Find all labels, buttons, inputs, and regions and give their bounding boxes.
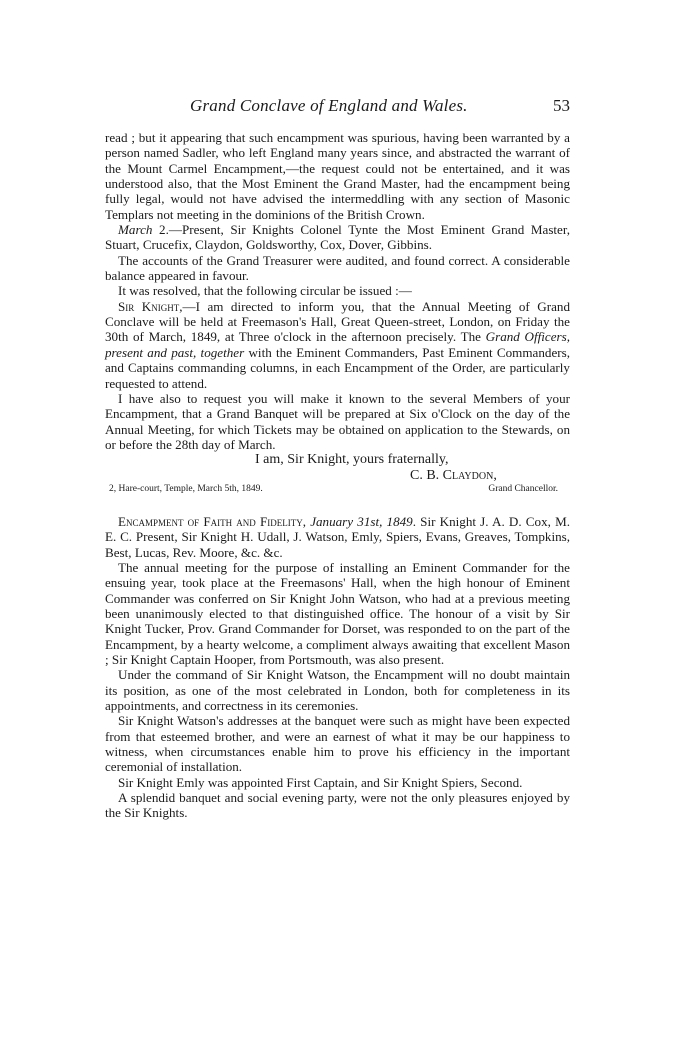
march-meeting-text: 2.—Present, Sir Knights Colonel Tynte the Most Eminent Grand Master, Stuart, Crucefix, Claydon, Goldsworthy, Cox, Dover, Gibbins. (105, 222, 570, 253)
paragraph-banquet: A splendid banquet and social evening party, were not the only pleasures enjoyed by the Sir Knights. (105, 790, 570, 821)
paragraph-march-meeting (105, 222, 570, 253)
circular-end-text: , in each Encampment of the Order, are particularly requested to attend. (105, 360, 570, 391)
paragraph-circular (105, 299, 570, 391)
signature-closing: I am, Sir Knight, yours fraternally, (255, 452, 449, 468)
paragraph-addresses: Sir Knight Watson's addresses at the banquet were such as might have been expected from that esteemed brother, and were an earnest of what it may be our happiness to witness, when circumstances enable him to prove his efficiency in the important ceremonial of installation. (105, 713, 570, 775)
encampment-attendance: . Sir Knight J. A. D. Cox, M. E. C. Present, Sir Knight H. Udall, J. Watson, Emly, Spiers, Evans, Greaves, Tompkins, Best, Lucas, Rev. Moore, &c. &c. (105, 513, 570, 560)
paragraph-annual-meeting: The annual meeting for the purpose of installing an Eminent Commander for the ensuing year, took place at the Freemasons' Hall, when the high honour of Eminent Commander was conferred on Sir Knight John Watson, who had at a previous meeting been unanimously elected to that distinguished office. The honour of a visit by Sir Knight Tucker, Prov. Grand Commander for Dorset, was responded to on the part of the Encampment, by a hearty welcome, a compliment always awaiting that excellent Mason ; Sir Knight Captain Hooper, from Portsmouth, was also present. (105, 559, 570, 667)
paragraph-accounts: The accounts of the Grand Treasurer were audited, and found correct. A considerable balance appeared in favour. (105, 252, 570, 284)
signature-office: Grand Chancellor. (488, 483, 558, 494)
running-header (105, 96, 570, 120)
encampment-name: Encampment of Faith and Fidelity, (118, 513, 307, 529)
circular-text: —I am directed to inform you, that the Annual Meeting of Grand Conclave will be held at Freemason's Hall, Great Queen-street, London, on Friday the 30th of March, 1849, at Three o'clock in the afternoon precisely. The (105, 298, 570, 345)
paragraph-resolution: It was resolved, that the following circular be issued :— (118, 283, 412, 299)
paragraph-command: Under the command of Sir Knight Watson, the Encampment will no doubt maintain its position, as one of the most celebrated in London, both for completeness in its appointments, and correctness in its ceremonies. (105, 667, 570, 714)
paragraph-spurious-encampment: read ; but it appearing that such encampment was spurious, having been warranted by a person named Sadler, who left England many years since, and abstracted the warrant of the Mount Carmel Encampment,—the request could not be entertained, and it was understood also, that the Most Eminent the Grand Master, had the encampment being fully legal, would not have advised the intermeddling with any section of Masonic Templars not meeting in the dominions of the British Crown. (105, 130, 570, 222)
page-number: 53 (553, 96, 570, 115)
circular-mid-text: with the Eminent Commanders, Past Eminent Commanders, and Captains commanding columns (105, 344, 571, 376)
signature-meta (105, 483, 570, 495)
paragraph-appointments: Sir Knight Emly was appointed First Captain, and Sir Knight Spiers, Second. (118, 774, 523, 790)
salutation: Sir Knight, (118, 298, 183, 314)
running-title: Grand Conclave of England and Wales. (190, 96, 468, 115)
signature-name: C. B. Claydon, (410, 467, 497, 483)
march-date-label: March (118, 222, 153, 238)
section-gap (105, 495, 570, 514)
encampment-date: January 31st, 1849 (310, 513, 413, 529)
body-text (105, 130, 570, 821)
paragraph-banquet-notice: I have also to request you will make it known to the several Members of your Encampment, that a Grand Banquet will be prepared at Six o'Clock on the day of the Annual Meeting, for which Tickets may be obtained on application to the Stewards, on or before the 28th day of March. (105, 390, 570, 452)
paragraph-encampment-heading (105, 514, 570, 560)
circular-italic-text: Grand Officers, present and past, together (105, 329, 570, 360)
signature-address: 2, Hare-court, Temple, March 5th, 1849. (109, 483, 263, 494)
